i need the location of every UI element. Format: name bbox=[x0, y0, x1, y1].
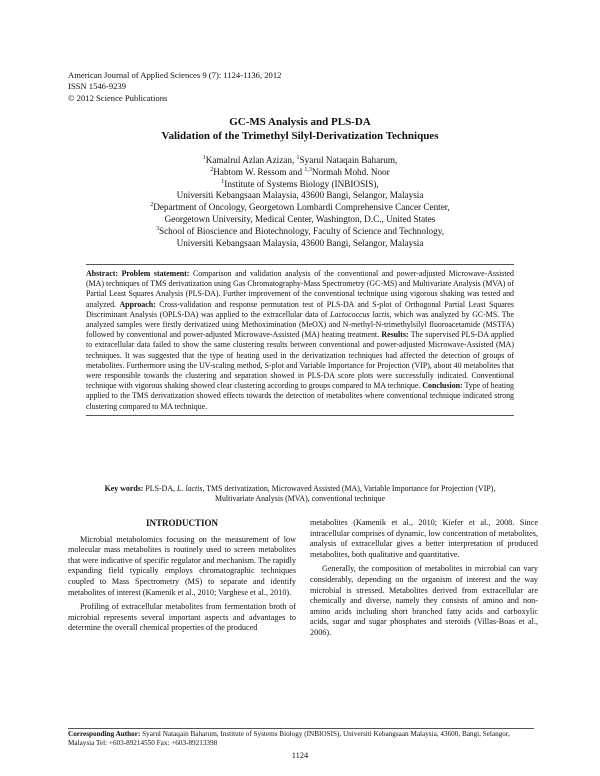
paragraph: Microbial metabolomics focusing on the measurement of low molecular mass metabolites is routinely used to screen metabolites that were indicative of specific regulator and mechanism. The rapidly expanding field typically employs chromatographic techniques coupled to Mass Spectrometry (MS) to separate and identify metabolites of interest (Kamenik et al., 2010; Varghese et al., 2010). bbox=[68, 534, 296, 597]
copyright: © 2012 Science Publications bbox=[68, 92, 168, 103]
abstract-box bbox=[86, 264, 514, 416]
affiliation-3: $^3$School of Bioscience and Biotechnology, Faculty of Science and Technology, bbox=[155, 225, 445, 236]
paper-title bbox=[0, 116, 600, 143]
authors-line-2: $^2$Habtom W. Ressom and $^{1,3}$Normah Mohd. Noor bbox=[210, 166, 390, 177]
page-number: 1124 bbox=[291, 751, 309, 760]
issn: ISSN 1546-9239 bbox=[68, 81, 127, 92]
title-line-1: GC-MS Analysis and PLS-DA bbox=[229, 116, 371, 128]
journal-header bbox=[68, 70, 281, 104]
section-heading-introduction: INTRODUCTION bbox=[145, 518, 218, 528]
affiliation-1: $^1$Institute of Systems Biology (INBIOSIS), bbox=[221, 178, 379, 189]
affiliation-3-address: Universiti Kebangsaan Malaysia, 43600 Bangi, Selangor, Malaysia bbox=[176, 237, 424, 248]
keywords: Key words: PLS-DA, L. lactis, TMS derivatization, Microwaved Assisted (MA), Variable Importance for Projection (VIP), Multivariate Analysis (MVA), conventional technique bbox=[104, 484, 496, 504]
column-right bbox=[310, 518, 538, 639]
abstract: Abstract: Problem statement: Comparison and validation analysis of the conventional and power-adjusted Microwave-Assisted (MA) techniques of TMS derivatization using Gas Chromatography-Mass Spectrometry (GC-MS) and Multivariate Analysis (MVA) of Partial Least Squares Analysis (PLS-DA). Further improvement of the conventional technique using vigorous shaking was tested and analyzed. Approach: Cross-validation and response permutation test of PLS-DA and S-plot of Orthogonal Partial Least Squares Discriminant Analysis (OPLS-DA) was applied to the extracellular data of Lactococcus lactis, which was analyzed by GC-MS. The analyzed samples were firstly derivatized using Methoximination (MeOX) and N-methyl-N-trimethylsilyl fluoroacetamide (MSTFA) followed by conventional and power-adjusted Microwave-Assisted (MA) heating treatment. Results: The supervised PLS-DA applied to extracellular data failed to show the same clustering results between conventional and power-adjusted Microwave-Assisted (MA) techniques. It was suggested that the type of heating used in the derivatization techniques had affected the detection of groups of metabolites. Furthermore using the UV-scaling method, S-plot and Variable Importance for Projection (VIP), about 40 metabolites that were responsible towards the clustering and separation showed in PLS-DA score plots were successfully indicated. Conventional technique with vigorous shaking showed clear clustering according to groups compared to MA technique. Conclusion: Type of heating applied to the TMS derivatization showed effects towards the detection of metabolites where conventional technique indicated strong clustering compared to MA technique. bbox=[86, 269, 514, 411]
authors-affiliations bbox=[100, 155, 500, 249]
affiliation-2: $^2$Department of Oncology, Georgetown Lombardi Comprehensive Cancer Center, bbox=[150, 202, 450, 213]
affiliation-1-address: Universiti Kebangsaan Malaysia, 43600 Bangi, Selangor, Malaysia bbox=[176, 190, 424, 201]
footer-divider bbox=[68, 728, 534, 729]
title-line-2: Validation of the Trimethyl Silyl-Derivatization Techniques bbox=[161, 129, 439, 142]
column-left bbox=[68, 518, 296, 634]
paragraph: metabolites (Kamenik et al., 2010; Kiefer et al., 2008. Since intracellular comprises of dynamic, low concentration of metabolites, analysis of extracellular gives a better interpretation of produced metabolites, both qualitative and quantitative. bbox=[310, 518, 538, 559]
paragraph: Generally, the composition of metabolites in microbial can vary considerably, depending on the organism of interest and the way microbial is stressed. Metabolites derived from extracellular are chemically and diverse, namely they consists of amino and non-amino acids including short branched fatty acids and carboxylic acids, sugar and sugar phosphates and steroids (Villas-Boas et al., 2006). bbox=[310, 564, 538, 637]
affiliation-2-address: Georgetown University, Medical Center, Washington, D.C., United States bbox=[164, 213, 436, 224]
authors-line-1: $^1$Kamalrul Azlan Azizan, $^1$Syarul Nataqain Baharum, bbox=[202, 154, 398, 165]
paragraph: Profiling of extracellular metabolites from fermentation broth of microbial represents several important aspects and advantages to determine the overall chemical properties of the produced bbox=[68, 602, 296, 633]
corresponding-author: Corresponding Author: Syarul Nataqain Baharum, Institute of Systems Biology (INBIOSIS), Universiti Kebangsaan Malaysia, 43600, Bangi, Selangor, Malaysia Tel: +603-89214550 Fax: +603-89213398 bbox=[68, 730, 510, 748]
journal-citation: American Journal of Applied Sciences 9 (7): 1124-1136, 2012 bbox=[68, 70, 282, 80]
